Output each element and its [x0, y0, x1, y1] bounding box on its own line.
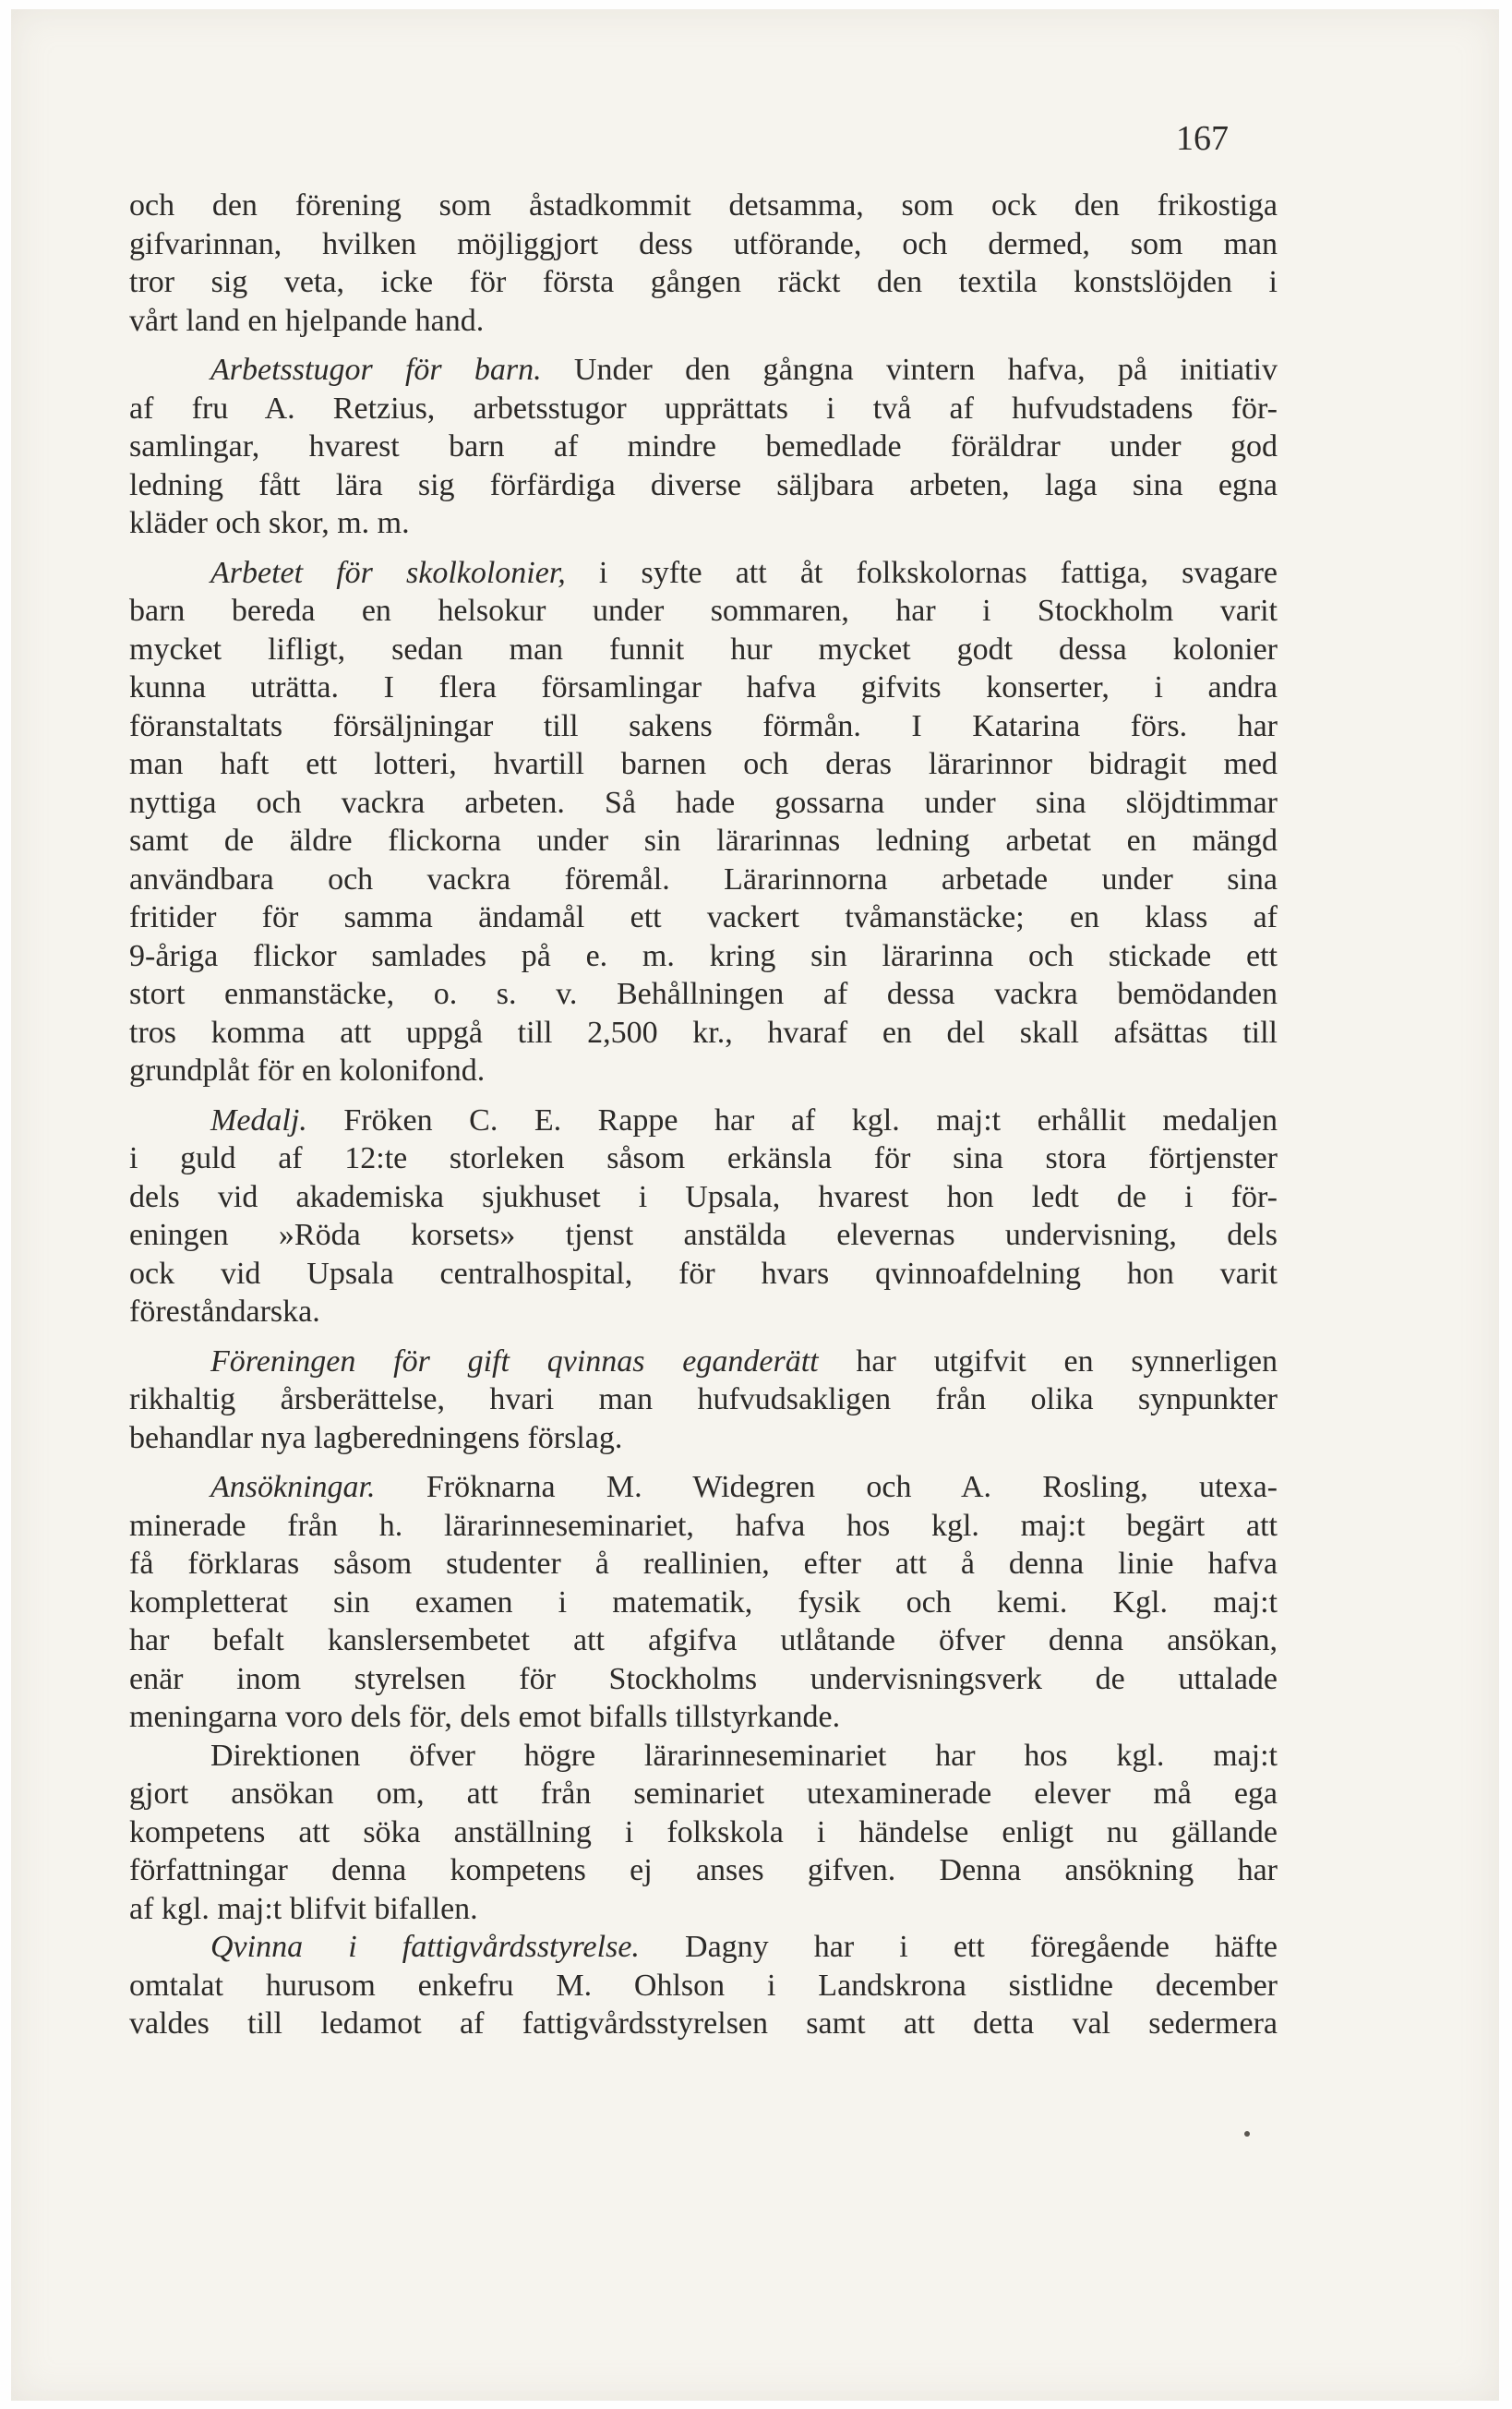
- text-line: [129, 351, 1278, 390]
- paragraph: [129, 1737, 1278, 1929]
- text-line: kompetens att söka anställning i folkskola i händelse enligt nu gällande: [129, 1814, 1278, 1849]
- text-line: fritider för samma ändamål ett vackert tvåmanstäcke; en klass af: [129, 900, 1278, 934]
- text-line: vårt land en hjelpande hand.: [129, 303, 485, 338]
- text-line: meningarna voro dels för, dels emot bifalls tillstyrkande.: [129, 1700, 841, 1734]
- book-page: [11, 9, 1499, 2401]
- section-heading: Föreningen för gift qvinnas eganderätt: [210, 1343, 819, 1379]
- text-run: i syfte att åt folkskolornas fattiga, svagare: [565, 555, 1278, 590]
- text-line: användbara och vackra föremål. Lärarinnorna arbetade under sina: [129, 861, 1278, 897]
- text-line: få förklaras såsom studenter å reallinien, efter att å denna linie hafva: [129, 1547, 1278, 1581]
- text-line: stort enmanstäcke, o. s. v. Behållningen af dessa vackra bemödanden: [129, 977, 1278, 1011]
- text-line: kläder och skor, m. m.: [129, 506, 410, 540]
- text-line: enär inom styrelsen för Stockholms undervisningsverk de uttalade: [129, 1661, 1278, 1696]
- paragraph: [129, 554, 1278, 1090]
- text-line: [129, 1468, 1278, 1507]
- section-heading: Arbetsstugor för barn.: [210, 353, 542, 387]
- text-line: föreståndarska.: [129, 1295, 320, 1329]
- text-line: [129, 1928, 1278, 1967]
- text-line: [129, 1343, 1278, 1381]
- text-line: samlingar, hvarest barn af mindre bemedlade föräldrar under god: [129, 429, 1278, 464]
- paragraph: [129, 1102, 1278, 1331]
- text-line: af fru A. Retzius, arbetsstugor upprättats i två af hufvudstadens för-: [129, 391, 1278, 426]
- text-line: behandlar nya lagberedningens förslag.: [129, 1420, 623, 1455]
- text-line: föranstaltats försäljningar till sakens förmån. I Katarina förs. har: [129, 708, 1278, 743]
- text-line: samt de äldre flickorna under sin lärarinnas ledning arbetat en mängd: [129, 824, 1278, 858]
- text-line: Direktionen öfver högre lärarinneseminariet har hos kgl. maj:t: [210, 1738, 1278, 1773]
- paragraph: [129, 1468, 1278, 1737]
- text-line: dels vid akademiska sjukhuset i Upsala, hvarest hon ledt de i för-: [129, 1179, 1278, 1214]
- text-line: och den förening som åstadkommit detsamma, som ock den frikostiga: [129, 188, 1278, 223]
- text-line: tros komma att uppgå till 2,500 kr., hvaraf en del skall afsättas till: [129, 1015, 1278, 1050]
- text-line: barn bereda en helsokur under sommaren, har i Stockholm varit: [129, 594, 1278, 628]
- text-run: Fröknarna M. Widegren och A. Rosling, utexa-: [375, 1470, 1278, 1504]
- text-line: omtalat hurusom enkefru M. Ohlson i Landskrona sistlidne december: [129, 1968, 1278, 2003]
- text-line: i guld af 12:te storleken såsom erkänsla för sina stora förtjenster: [129, 1141, 1278, 1175]
- paragraph: [129, 187, 1278, 340]
- text-line: valdes till ledamot af fattigvårdsstyrelsen samt att detta val sedermera: [129, 2006, 1278, 2041]
- text-line: har befalt kanslersembetet att afgifva utlåtande öfver denna ansökan,: [129, 1623, 1278, 1657]
- stray-mark: [1244, 2131, 1250, 2137]
- section-heading: Ansökningar.: [210, 1470, 376, 1504]
- page-body: [129, 187, 1278, 2043]
- text-line: eningen »Röda korsets» tjenst anstälda elevernas undervisning, dels: [129, 1218, 1278, 1252]
- section-heading: Qvinna i fattigvårdsstyrelse.: [210, 1930, 640, 1964]
- text-line: ock vid Upsala centralhospital, för hvars qvinnoafdelning hon varit: [129, 1256, 1278, 1291]
- text-line: rikhaltig årsberättelse, hvari man hufvudsakligen från olika synpunkter: [129, 1382, 1278, 1416]
- text-line: tror sig veta, icke för första gången räckt den textila konstslöjden i: [129, 265, 1278, 299]
- text-line: författningar denna kompetens ej anses gifven. Denna ansökning har: [129, 1853, 1278, 1887]
- text-line: kunna uträtta. I flera församlingar hafva gifvits konserter, i andra: [129, 670, 1278, 705]
- text-run: har utgifvit en synnerligen: [818, 1343, 1278, 1379]
- paragraph: [129, 1928, 1278, 2043]
- text-line: ledning fått lära sig förfärdiga diverse säljbara arbeten, laga sina egna: [129, 467, 1278, 502]
- text-line: 9-åriga flickor samlades på e. m. kring sin lärarinna och stickade ett: [129, 938, 1278, 973]
- text-line: [129, 554, 1278, 593]
- text-line: man haft ett lotteri, hvartill barnen och deras lärarinnor bidragit med: [129, 747, 1278, 781]
- text-line: af kgl. maj:t blifvit bifallen.: [129, 1891, 478, 1926]
- text-run: Under den gångna vintern hafva, på initiativ: [541, 353, 1278, 387]
- text-line: gjort ansökan om, att från seminariet utexaminerade elever må ega: [129, 1777, 1278, 1811]
- text-line: kompletterat sin examen i matematik, fysik och kemi. Kgl. maj:t: [129, 1584, 1278, 1620]
- text-line: mycket lifligt, sedan man funnit hur mycket godt dessa kolonier: [129, 632, 1278, 667]
- section-heading: Medalj.: [210, 1102, 307, 1138]
- text-line: grundplåt för en kolonifond.: [129, 1054, 486, 1088]
- text-line: gifvarinnan, hvilken möjliggjort dess utförande, och dermed, som man: [129, 226, 1278, 261]
- text-line: [129, 1102, 1278, 1140]
- page-number: 167: [1176, 119, 1229, 158]
- text-line: nyttiga och vackra arbeten. Så hade gossarna under sina slöjdtimmar: [129, 785, 1278, 820]
- paragraph: [129, 351, 1278, 543]
- text-run: Fröken C. E. Rappe har af kgl. maj:t erhållit medaljen: [306, 1102, 1278, 1138]
- text-line: minerade från h. lärarinneseminariet, hafva hos kgl. maj:t begärt att: [129, 1508, 1278, 1543]
- text-run: Dagny har i ett föregående häfte: [639, 1930, 1278, 1964]
- paragraph: [129, 1343, 1278, 1458]
- section-heading: Arbetet för skolkolonier,: [210, 555, 566, 590]
